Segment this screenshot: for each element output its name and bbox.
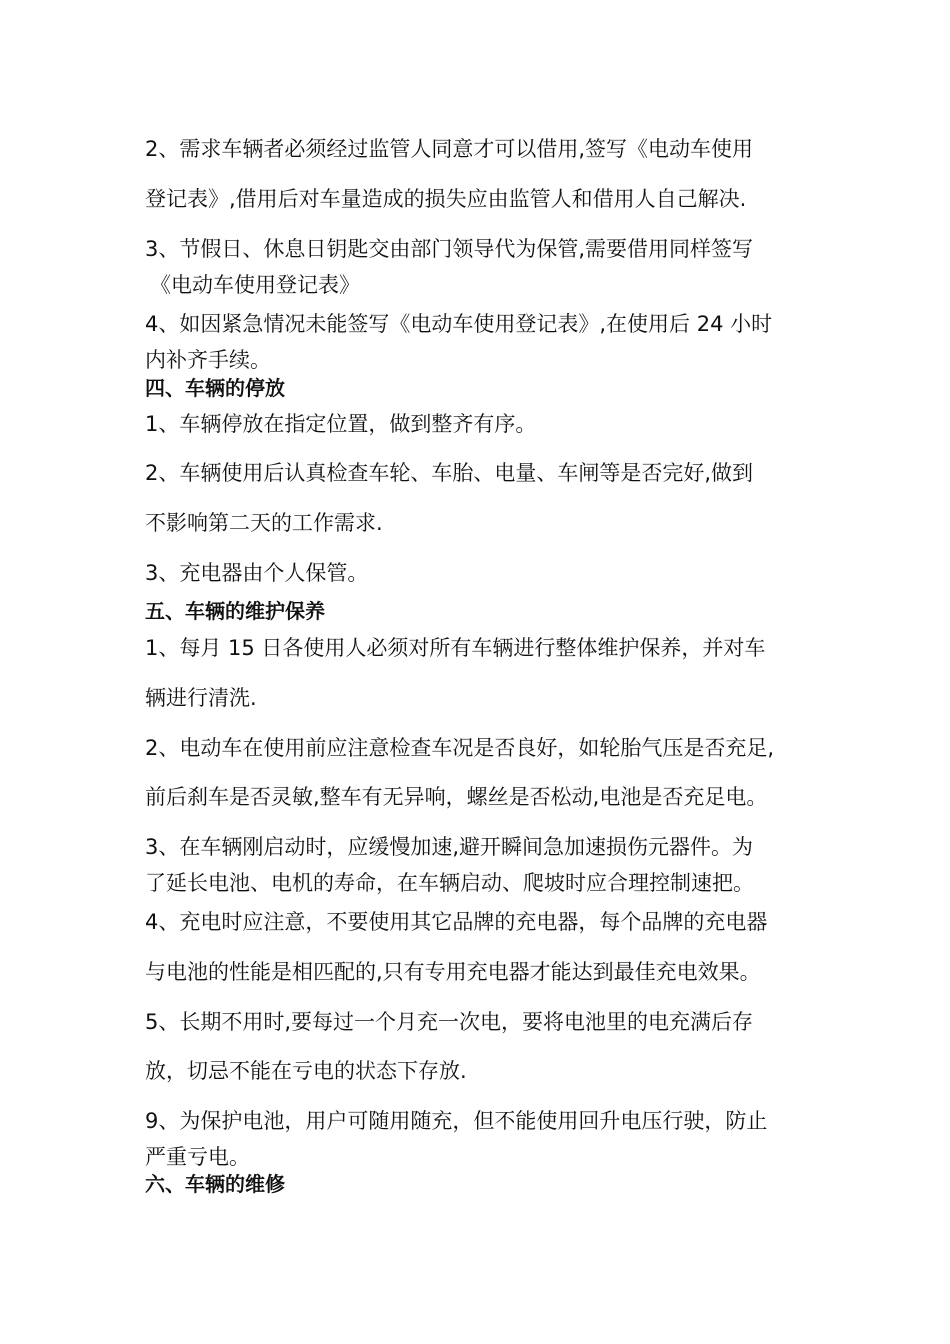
paragraph-line: 4、如因紧急情况未能签写《电动车使用登记表》,在使用后 24 小时 [145, 312, 773, 336]
paragraph-line: 9、为保护电池，用户可随用随充，但不能使用回升电压行驶，防止 [145, 1109, 768, 1133]
paragraph-line: 2、电动车在使用前应注意检查车况是否良好，如轮胎气压是否充足, [145, 736, 775, 760]
section-heading: 五、车辆的维护保养 [145, 599, 325, 623]
paragraph-line: 不影响第二天的工作需求. [145, 511, 383, 535]
paragraph-line: 与电池的性能是相匹配的,只有专用充电器才能达到最佳充电效果。 [145, 960, 761, 984]
paragraph-line: 2、车辆使用后认真检查车轮、车胎、电量、车闸等是否完好,做到 [145, 461, 754, 485]
paragraph-line: 3、节假日、休息日钥匙交由部门领导代为保管,需要借用同样签写 [145, 237, 754, 261]
paragraph-line: 3、在车辆刚启动时，应缓慢加速,避开瞬间急加速损伤元器件。为 [145, 835, 754, 859]
section-heading: 六、车辆的维修 [145, 1172, 285, 1196]
paragraph-line: 内补齐手续。 [145, 348, 271, 372]
paragraph-line: 《电动车使用登记表》 [150, 273, 360, 297]
paragraph-line: 放，切忌不能在亏电的状态下存放. [145, 1059, 467, 1083]
paragraph-line: 1、车辆停放在指定位置，做到整齐有序。 [145, 412, 537, 436]
paragraph-line: 登记表》,借用后对车量造成的损失应由监管人和借用人自己解决. [145, 187, 747, 211]
paragraph-line: 辆进行清洗. [145, 686, 257, 710]
paragraph-line: 前后刹车是否灵敏,整车有无异响，螺丝是否松动,电池是否充足电。 [145, 785, 768, 809]
section-heading: 四、车辆的停放 [145, 376, 285, 400]
paragraph-line: 严重亏电。 [145, 1145, 250, 1169]
paragraph-line: 5、长期不用时,要每过一个月充一次电，要将电池里的电充满后存 [145, 1010, 754, 1034]
paragraph-line: 2、需求车辆者必须经过监管人同意才可以借用,签写《电动车使用 [145, 137, 754, 161]
paragraph-line: 4、充电时应注意，不要使用其它品牌的充电器，每个品牌的充电器 [145, 910, 768, 934]
paragraph-line: 1、每月 15 日各使用人必须对所有车辆进行整体维护保养，并对车 [145, 636, 766, 660]
paragraph-line: 3、充电器由个人保管。 [145, 561, 369, 585]
paragraph-line: 了延长电池、电机的寿命，在车辆启动、爬坡时应合理控制速把。 [145, 871, 754, 895]
